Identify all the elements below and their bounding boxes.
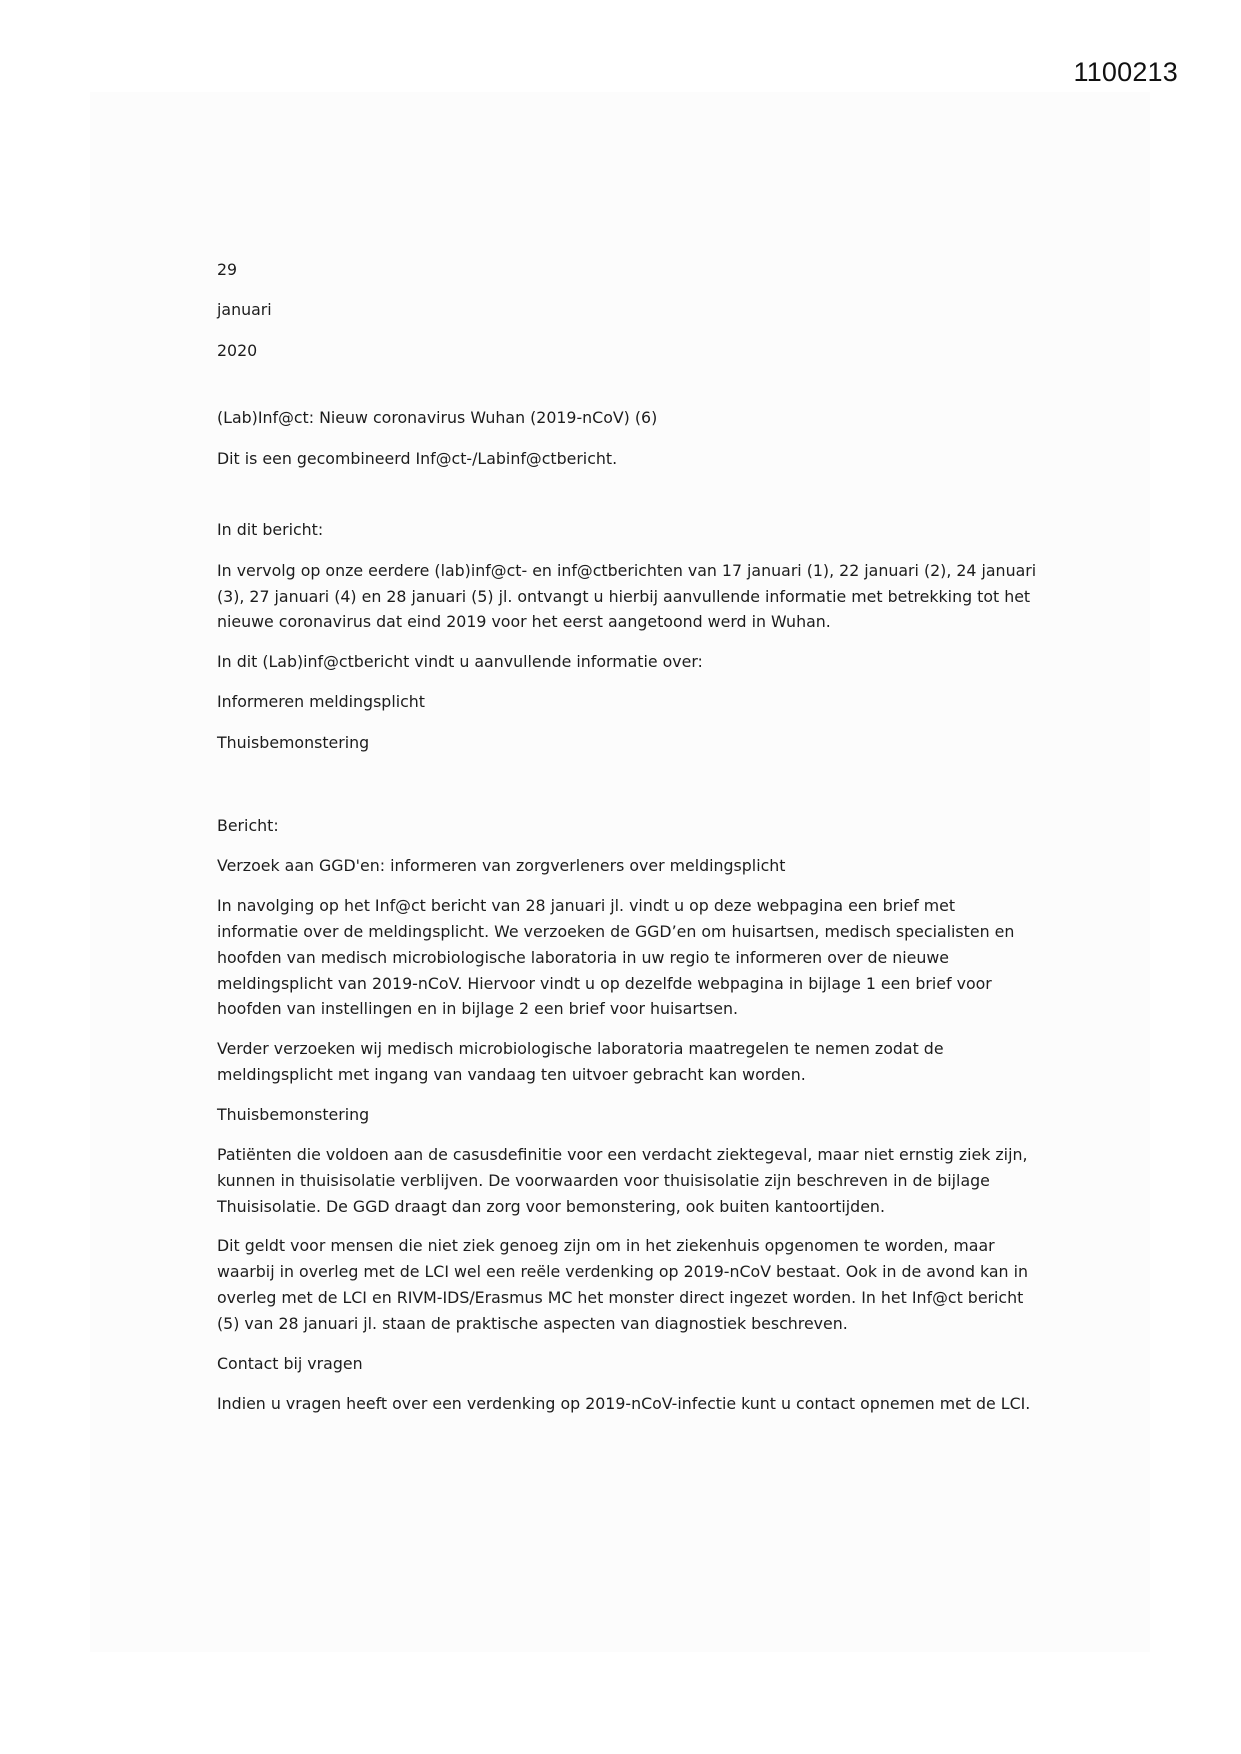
summary-heading: In dit bericht: bbox=[217, 520, 324, 540]
section-heading-meldingsplicht: Verzoek aan GGD'en: informeren van zorgverleners over meldingsplicht bbox=[217, 855, 786, 875]
message-subtitle: Dit is een gecombineerd Inf@ct-/Labinf@ctbericht. bbox=[217, 448, 618, 468]
summary-topic-1: Informeren meldingsplicht bbox=[217, 692, 425, 712]
summary-intro: In vervolg op onze eerdere (lab)inf@ct- en inf@ctberichten van 17 januari (1), 22 januari (2), 24 januari (3), 27 januari (4) en 28 januari (5) jl. ontvangt u hierbij aanvullende informatie met betrekking tot het nieuwe coronavirus dat eind 2019 voor het eerst aangetoond werd in Wuhan. bbox=[217, 560, 1037, 632]
date-year: 2020 bbox=[217, 340, 258, 360]
message-title: (Lab)Inf@ct: Nieuw coronavirus Wuhan (2019-nCoV) (6) bbox=[217, 408, 658, 428]
section-paragraph: Dit geldt voor mensen die niet ziek genoeg zijn om in het ziekenhuis opgenomen te worden, maar waarbij in overleg met de LCI wel een reële verdenking op 2019-nCoV bestaat. Ook in de avond kan in overleg met de LCI en RIVM-IDS/Erasmus MC het monster direct ingezet worden. In het Inf@ct bericht (5) van 28 januari jl. staan de praktische aspecten van diagnostiek beschreven. bbox=[217, 1236, 1028, 1333]
message-heading: Bericht: bbox=[217, 815, 279, 835]
section-heading-contact: Contact bij vragen bbox=[217, 1353, 363, 1373]
section-paragraph: Patiënten die voldoen aan de casusdefinitie voor een verdacht ziektegeval, maar niet ernstig ziek zijn, kunnen in thuisisolatie verblijven. De voorwaarden voor thuisisolatie zijn beschreven in de bijlage Thuisisolatie. De GGD draagt dan zorg voor bemonstering, ook buiten kantoortijden. bbox=[217, 1145, 1028, 1216]
section-paragraph: Indien u vragen heeft over een verdenking op 2019-nCoV-infectie kunt u contact opnemen met de LCI. bbox=[217, 1393, 1031, 1413]
section-paragraph: Verder verzoeken wij medisch microbiologische laboratoria maatregelen te nemen zodat de meldingsplicht met ingang van vandaag ten uitvoer gebracht kan worden. bbox=[217, 1039, 944, 1084]
document-number: 1100213 bbox=[1073, 57, 1178, 87]
section-paragraph: In navolging op het Inf@ct bericht van 28 januari jl. vindt u op deze webpagina een brief met informatie over de meldingsplicht. We verzoeken de GGD’en om huisartsen, medisch specialisten en hoofden van medisch microbiologische laboratoria in uw regio te informeren over de nieuwe meldingsplicht van 2019-nCoV. Hiervoor vindt u op dezelfde webpagina in bijlage 1 een brief voor hoofden van instellingen en in bijlage 2 een brief voor huisartsen. bbox=[217, 896, 1015, 1019]
section-heading-thuisbemonstering: Thuisbemonstering bbox=[217, 1104, 370, 1124]
letter-body bbox=[217, 257, 1037, 1431]
summary-lead: In dit (Lab)inf@ctbericht vindt u aanvullende informatie over: bbox=[217, 652, 703, 672]
date-day: 29 bbox=[217, 260, 238, 279]
summary-topic-2: Thuisbemonstering bbox=[217, 732, 370, 752]
date-month: januari bbox=[217, 300, 272, 320]
